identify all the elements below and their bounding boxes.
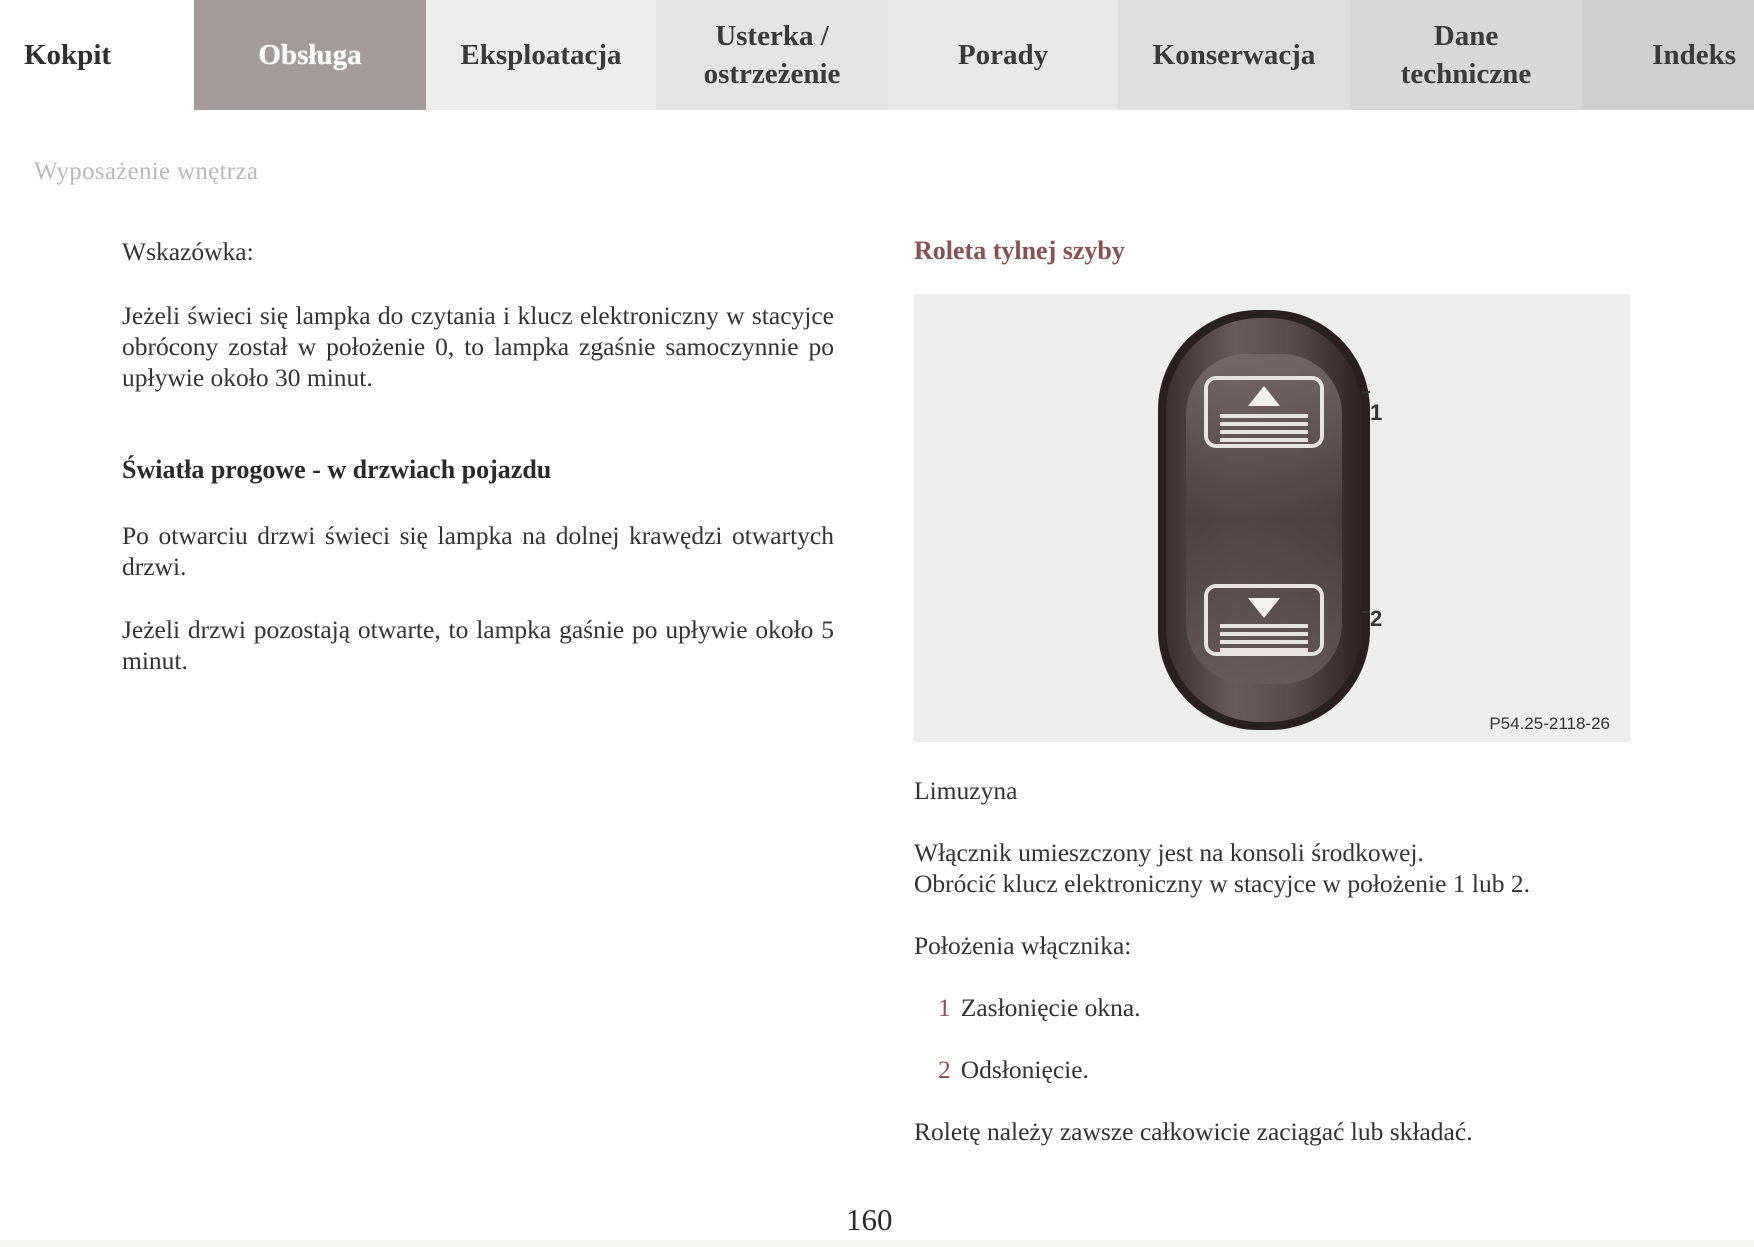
item-number: 1 [938, 993, 951, 1022]
section-heading: Światła progowe - w drzwiach pojazdu [122, 455, 552, 484]
rear-blind-switch-illustration [914, 294, 1630, 742]
tab-usterka-ostrzezenie[interactable] [656, 0, 888, 110]
page-bottom-edge [0, 1240, 1754, 1247]
final-note: Roletę należy zawsze całkowicie zaciągać lub składać. [914, 1117, 1473, 1146]
tab-dane-techniczne[interactable] [1350, 0, 1582, 110]
paragraph: Po otwarciu drzwi świeci się lampka na dolnej krawędzi otwartych drzwi. [122, 521, 834, 581]
section-title: Roleta tylnej szyby [914, 236, 1125, 265]
paragraph: Jeżeli drzwi pozostają otwarte, to lampka gaśnie po upływie około 5 minut. [122, 615, 834, 675]
instructions [914, 837, 1654, 899]
tab-porady[interactable] [888, 0, 1118, 110]
tab-label: Indeks [1652, 39, 1736, 71]
switch-figure [914, 294, 1630, 742]
instruction-line: Obrócić klucz elektroniczny w stacyjce w położenie 1 lub 2. [914, 869, 1531, 898]
list-item [938, 1054, 1678, 1085]
tab-kokpit[interactable] [0, 0, 194, 110]
note-label: Wskazówka: [122, 237, 254, 266]
tab-label: Eksploatacja [460, 39, 622, 71]
tab-label: Kokpit [24, 39, 112, 71]
item-number: 2 [938, 1055, 951, 1084]
tab-label: Konserwacja [1152, 39, 1316, 71]
figure-code: P54.25-2118-26 [1489, 714, 1610, 733]
callout-1: 1 [1370, 400, 1383, 425]
list-item [938, 992, 1678, 1023]
tab-indeks[interactable] [1582, 0, 1754, 110]
tab-label: Usterka / ostrzeżenie [703, 20, 841, 90]
tab-eksploatacja[interactable] [426, 0, 656, 110]
note-text: Jeżeli świeci się lampka do czytania i klucz elektroniczny w stacyjce obrócony został w położenie 0, to lampka zgaśnie samoczynnie po upływie około 30 minut. [122, 301, 834, 392]
tab-label: Porady [957, 39, 1049, 71]
instruction-line: Włącznik umieszczony jest na konsoli środkowej. [914, 838, 1424, 867]
subtitle: Limuzyna [914, 776, 1018, 805]
tab-label: Obsługa [258, 39, 362, 71]
tab-obsluga-active[interactable] [194, 0, 426, 110]
item-text: Odsłonięcie. [960, 1055, 1089, 1084]
page-number: 160 [846, 1202, 893, 1237]
chapter-tabs [0, 0, 1754, 110]
tab-label: Dane techniczne [1400, 20, 1532, 90]
item-text: Zasłonięcie okna. [960, 993, 1141, 1022]
callout-2: 2 [1370, 606, 1383, 631]
positions-label: Położenia włącznika: [914, 931, 1132, 960]
tab-konserwacja[interactable] [1118, 0, 1350, 110]
section-header: Wyposażenie wnętrza [34, 158, 259, 185]
